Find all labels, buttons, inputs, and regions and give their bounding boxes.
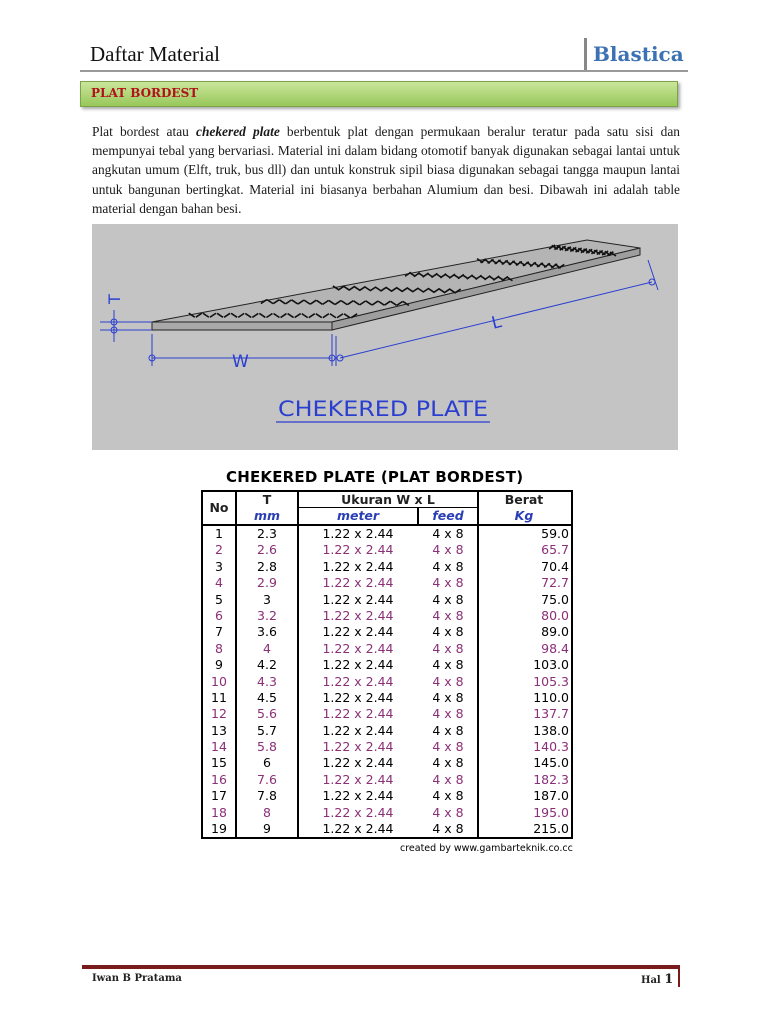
row-size-meter: 1.22 x 2.44 <box>322 788 394 804</box>
table-row <box>203 559 571 575</box>
row-thickness: 4.5 <box>257 689 277 705</box>
header-size: Ukuran W x L <box>341 492 435 507</box>
row-no: 2 <box>215 542 223 558</box>
table-row <box>203 575 571 591</box>
row-weight: 215.0 <box>533 821 569 837</box>
row-thickness: 7.8 <box>257 788 277 804</box>
row-no: 5 <box>215 591 223 607</box>
row-weight: 110.0 <box>533 689 569 705</box>
table-row <box>203 772 571 788</box>
row-thickness: 3.2 <box>257 607 277 623</box>
footer-rule <box>82 965 680 969</box>
table-row <box>203 542 571 558</box>
row-weight: 89.0 <box>541 624 569 640</box>
row-weight: 105.3 <box>533 673 569 689</box>
row-weight: 80.0 <box>541 607 569 623</box>
table-row <box>203 690 571 706</box>
row-no: 17 <box>211 788 227 804</box>
row-weight: 195.0 <box>533 804 569 820</box>
row-no: 19 <box>211 821 227 837</box>
row-size-meter: 1.22 x 2.44 <box>322 739 394 755</box>
material-table <box>201 490 573 839</box>
row-no: 4 <box>215 575 223 591</box>
table-row <box>203 608 571 624</box>
row-weight: 98.4 <box>541 640 569 656</box>
plate-drawing <box>92 224 678 450</box>
row-size-meter: 1.22 x 2.44 <box>322 771 394 787</box>
row-weight: 65.7 <box>541 542 569 558</box>
row-weight: 59.0 <box>541 526 569 541</box>
row-thickness: 9 <box>263 821 271 837</box>
row-weight: 103.0 <box>533 657 569 673</box>
dimension-t-label: T <box>105 294 124 304</box>
material-table-section <box>196 468 582 860</box>
table-row <box>203 657 571 673</box>
table-row <box>203 788 571 804</box>
footer-author: Iwan B Pratama <box>92 973 182 984</box>
header-rule <box>80 70 688 72</box>
row-size-meter: 1.22 x 2.44 <box>322 558 394 574</box>
row-size-feed: 4 x 8 <box>432 722 464 738</box>
row-size-meter: 1.22 x 2.44 <box>322 607 394 623</box>
brand-name: Blastica <box>593 42 684 66</box>
row-thickness: 7.6 <box>257 771 277 787</box>
row-no: 18 <box>211 804 227 820</box>
dimension-l-label: L <box>489 312 504 334</box>
row-no: 13 <box>211 722 227 738</box>
table-body <box>203 526 571 837</box>
table-header <box>203 492 571 526</box>
row-thickness: 2.3 <box>257 526 277 541</box>
paragraph-body: berbentuk plat dengan permukaan beralur teratur pada satu sisi dan mempunyai tebal yang bervariasi. Material ini dalam bidang otomotif banyak digunakan sebagai lantai untuk angkutan umum (Elft, truk, bus dll) dan untuk konstruk sipil biasa digunakan sebagai tangga maupun lantai untuk bangunan bertingkat. Material ini biasanya berbahan Alumium dan besi. Dibawah ini adalah table material dengan bahan besi. <box>92 124 680 216</box>
table-row <box>203 706 571 722</box>
row-thickness: 3 <box>263 591 271 607</box>
figure-caption: CHEKERED PLATE <box>278 397 488 421</box>
row-no: 7 <box>215 624 223 640</box>
footer-tick <box>678 965 680 987</box>
row-size-feed: 4 x 8 <box>432 640 464 656</box>
row-size-feed: 4 x 8 <box>432 558 464 574</box>
row-size-feed: 4 x 8 <box>432 755 464 771</box>
chekered-plate-figure <box>92 224 678 450</box>
row-size-meter: 1.22 x 2.44 <box>322 624 394 640</box>
row-size-feed: 4 x 8 <box>432 804 464 820</box>
row-size-meter: 1.22 x 2.44 <box>322 673 394 689</box>
table-row <box>203 805 571 821</box>
table-row <box>203 526 571 542</box>
row-thickness: 5.7 <box>257 722 277 738</box>
row-size-meter: 1.22 x 2.44 <box>322 575 394 591</box>
footer-page <box>641 972 673 987</box>
row-no: 12 <box>211 706 227 722</box>
page-number: 1 <box>664 972 674 987</box>
row-size-meter: 1.22 x 2.44 <box>322 542 394 558</box>
row-size-meter: 1.22 x 2.44 <box>322 657 394 673</box>
row-size-feed: 4 x 8 <box>432 575 464 591</box>
row-thickness: 3.6 <box>257 624 277 640</box>
row-size-feed: 4 x 8 <box>432 821 464 837</box>
section-heading-bar <box>80 81 678 107</box>
plate-front-edge <box>152 322 332 330</box>
row-thickness: 4 <box>263 640 271 656</box>
description-paragraph <box>92 122 680 218</box>
row-weight: 72.7 <box>541 575 569 591</box>
row-no: 9 <box>215 657 223 673</box>
header-weight-unit: Kg <box>514 508 534 523</box>
row-size-meter: 1.22 x 2.44 <box>322 591 394 607</box>
row-size-meter: 1.22 x 2.44 <box>322 821 394 837</box>
row-size-feed: 4 x 8 <box>432 624 464 640</box>
document-title: Daftar Material <box>90 42 221 66</box>
section-title: PLAT BORDEST <box>91 86 199 100</box>
row-size-feed: 4 x 8 <box>432 706 464 722</box>
row-size-feed: 4 x 8 <box>432 689 464 705</box>
row-weight: 70.4 <box>541 558 569 574</box>
paragraph-emphasis: chekered plate <box>196 124 280 139</box>
row-no: 16 <box>211 771 227 787</box>
row-weight: 75.0 <box>541 591 569 607</box>
row-thickness: 2.8 <box>257 558 277 574</box>
table-credit: created by www.gambarteknik.co.cc <box>400 843 573 854</box>
row-size-feed: 4 x 8 <box>432 542 464 558</box>
row-size-meter: 1.22 x 2.44 <box>322 640 394 656</box>
row-thickness: 2.6 <box>257 542 277 558</box>
table-row <box>203 723 571 739</box>
row-no: 15 <box>211 755 227 771</box>
row-thickness: 6 <box>263 755 271 771</box>
page-label: Hal <box>641 975 661 986</box>
row-size-meter: 1.22 x 2.44 <box>322 722 394 738</box>
row-size-meter: 1.22 x 2.44 <box>322 689 394 705</box>
row-size-meter: 1.22 x 2.44 <box>322 706 394 722</box>
row-weight: 145.0 <box>533 755 569 771</box>
row-size-meter: 1.22 x 2.44 <box>322 526 394 541</box>
table-row <box>203 821 571 837</box>
header-t: T <box>262 492 272 507</box>
row-thickness: 5.6 <box>257 706 277 722</box>
header-t-unit: mm <box>253 508 281 523</box>
row-size-feed: 4 x 8 <box>432 771 464 787</box>
table-row <box>203 755 571 771</box>
row-weight: 182.3 <box>533 771 569 787</box>
row-size-feed: 4 x 8 <box>432 788 464 804</box>
table-row <box>203 592 571 608</box>
row-no: 1 <box>215 526 223 541</box>
header-size-meter: meter <box>336 508 380 523</box>
dimension-w-label: W <box>232 352 249 372</box>
row-size-feed: 4 x 8 <box>432 673 464 689</box>
row-no: 6 <box>215 607 223 623</box>
row-weight: 187.0 <box>533 788 569 804</box>
row-size-feed: 4 x 8 <box>432 526 464 541</box>
row-weight: 138.0 <box>533 722 569 738</box>
row-size-feed: 4 x 8 <box>432 607 464 623</box>
row-size-feed: 4 x 8 <box>432 739 464 755</box>
row-no: 8 <box>215 640 223 656</box>
row-weight: 137.7 <box>533 706 569 722</box>
row-size-feed: 4 x 8 <box>432 657 464 673</box>
table-title: CHEKERED PLATE (PLAT BORDEST) <box>226 468 524 486</box>
row-size-meter: 1.22 x 2.44 <box>322 755 394 771</box>
row-thickness: 4.2 <box>257 657 277 673</box>
row-no: 3 <box>215 558 223 574</box>
header-weight: Berat <box>504 492 544 507</box>
table-row <box>203 674 571 690</box>
table-row <box>203 739 571 755</box>
table-row <box>203 624 571 640</box>
row-weight: 140.3 <box>533 739 569 755</box>
row-no: 10 <box>211 673 227 689</box>
header-no: No <box>209 500 229 515</box>
row-size-meter: 1.22 x 2.44 <box>322 804 394 820</box>
row-thickness: 4.3 <box>257 673 277 689</box>
paragraph-intro: Plat bordest atau <box>92 124 197 139</box>
row-size-feed: 4 x 8 <box>432 591 464 607</box>
table-row <box>203 641 571 657</box>
row-no: 14 <box>211 739 227 755</box>
header-separator <box>584 38 587 72</box>
header-size-feed: feed <box>432 508 464 523</box>
row-thickness: 2.9 <box>257 575 277 591</box>
row-thickness: 8 <box>263 804 271 820</box>
dimension-t <box>100 310 152 342</box>
row-thickness: 5.8 <box>257 739 277 755</box>
row-no: 11 <box>211 689 227 705</box>
